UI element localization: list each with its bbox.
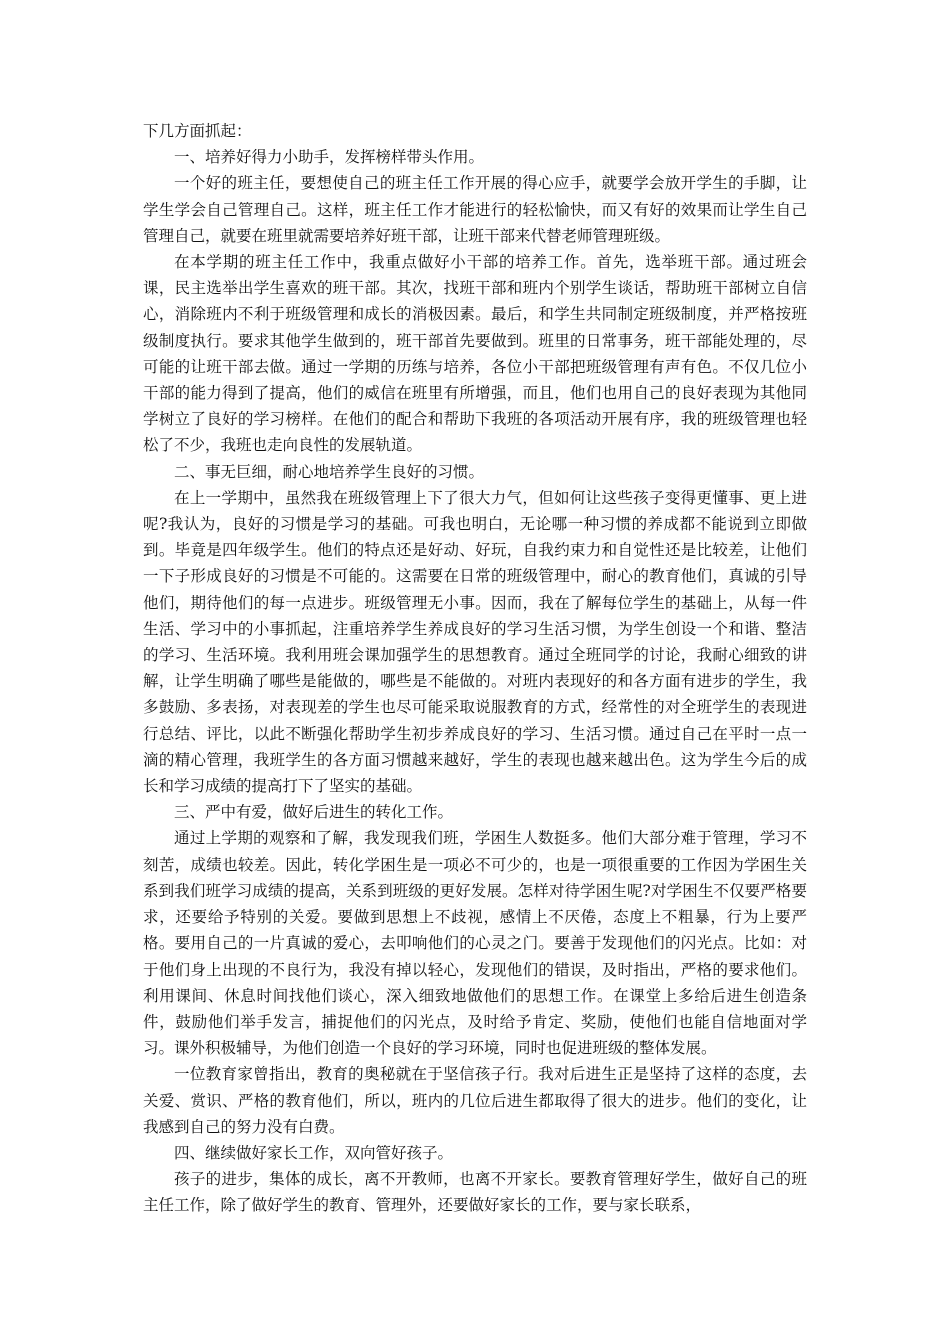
paragraph: 通过上学期的观察和了解，我发现我们班，学困生人数挺多。他们大部分难于管理，学习不刻苦，成绩也较差。因此，转化学困生是一项必不可少的，也是一项很重要的工作因为学困生关系到我们班学习成绩的提高，关系到班级的更好发展。怎样对待学困生呢?对学困生不仅要严格要求，还要给予特别的关爱。要做到思想上不歧视，感情上不厌倦，态度上不粗暴，行为上要严格。要用自己的一片真诚的爱心，去叩响他们的心灵之门。要善于发现他们的闪光点。比如：对于他们身上出现的不良行为，我没有掉以轻心，发现他们的错误，及时指出，严格的要求他们。利用课间、休息时间找他们谈心，深入细致地做他们的思想工作。在课堂上多给后进生创造条件，鼓励他们举手发言，捕捉他们的闪光点，及时给予肯定、奖励，使他们也能自信地面对学习。课外积极辅导，为他们创造一个良好的学习环境，同时也促进班级的整体发展。 [143,829,807,1058]
section-heading-3: 三、严中有爱，做好后进生的转化工作。 [174,803,454,822]
paragraph: 在上一学期中，虽然我在班级管理上下了很大力气，但如何让这些孩子变得更懂事、更上进呢?我认为，良好的习惯是学习的基础。可我也明白，无论哪一种习惯的养成都不能说到立即做到。毕竟是四年级学生。他们的特点还是好动、好玩，自我约束力和自觉性还是比较差，让他们一下子形成良好的习惯是不可能的。这需要在日常的班级管理中，耐心的教育他们，真诚的引导他们，期待他们的每一点进步。班级管理无小事。因而，我在了解每位学生的基础上，从每一件生活、学习中的小事抓起，注重培养学生养成良好的学习生活习惯，为学生创设一个和谐、整洁的学习、生活环境。我利用班会课加强学生的思想教育。通过全班同学的讨论，我耐心细致的讲解，让学生明确了哪些是能做的，哪些是不能做的。对班内表现好的和各方面有进步的学生，我多鼓励、多表扬，对表现差的学生也尽可能采取说服教育的方式，经常性的对全班学生的表现进行总结、评比，以此不断强化帮助学生初步养成良好的学习、生活习惯。通过自己在平时一点一滴的精心管理，我班学生的各方面习惯越来越好，学生的表现也越来越出色。这为学生今后的成长和学习成绩的提高打下了坚实的基础。 [143,488,807,796]
section-heading-4: 四、继续做好家长工作，双向管好孩子。 [174,1143,454,1162]
section-heading-2: 二、事无巨细，耐心地培养学生良好的习惯。 [174,462,485,481]
section-heading-1: 一、培养好得力小助手，发挥榜样带头作用。 [174,148,485,167]
paragraph: 一位教育家曾指出，教育的奥秘就在于坚信孩子行。我对后进生正是坚持了这样的态度，去关爱、赏识、严格的教育他们，所以，班内的几位后进生都取得了很大的进步。他们的变化，让我感到自己的努力没有白费。 [143,1065,807,1136]
paragraph-intro: 下几方面抓起： [143,122,252,140]
paragraph: 孩子的进步，集体的成长，离不开教师，也离不开家长。要教育管理好学生，做好自己的班主任工作，除了做好学生的教育、管理外，还要做好家长的工作，要与家长联系， [143,1170,807,1215]
paragraph: 在本学期的班主任工作中，我重点做好小干部的培养工作。首先，选举班干部。通过班会课，民主选举出学生喜欢的班干部。其次，找班干部和班内个别学生谈话，帮助班干部树立自信心，消除班内不利于班级管理和成长的消极因素。最后，和学生共同制定班级制度，并严格按班级制度执行。要求其他学生做到的，班干部首先要做到。班里的日常事务，班干部能处理的，尽可能的让班干部去做。通过一学期的历练与培养，各位小干部把班级管理有声有色。不仅几位小干部的能力得到了提高，他们的威信在班里有所增强，而且，他们也用自己的良好表现为其他同学树立了良好的学习榜样。在他们的配合和帮助下我班的各项活动开展有序，我的班级管理也轻松了不少，我班也走向良性的发展轨道。 [143,253,807,455]
document-body [143,118,807,1219]
paragraph: 一个好的班主任，要想使自己的班主任工作开展的得心应手，就要学会放开学生的手脚，让学生学会自己管理自己。这样，班主任工作才能进行的轻松愉快，而又有好的效果而让学生自己管理自己，就要在班里就需要培养好班干部，让班干部来代替老师管理班级。 [143,174,807,245]
